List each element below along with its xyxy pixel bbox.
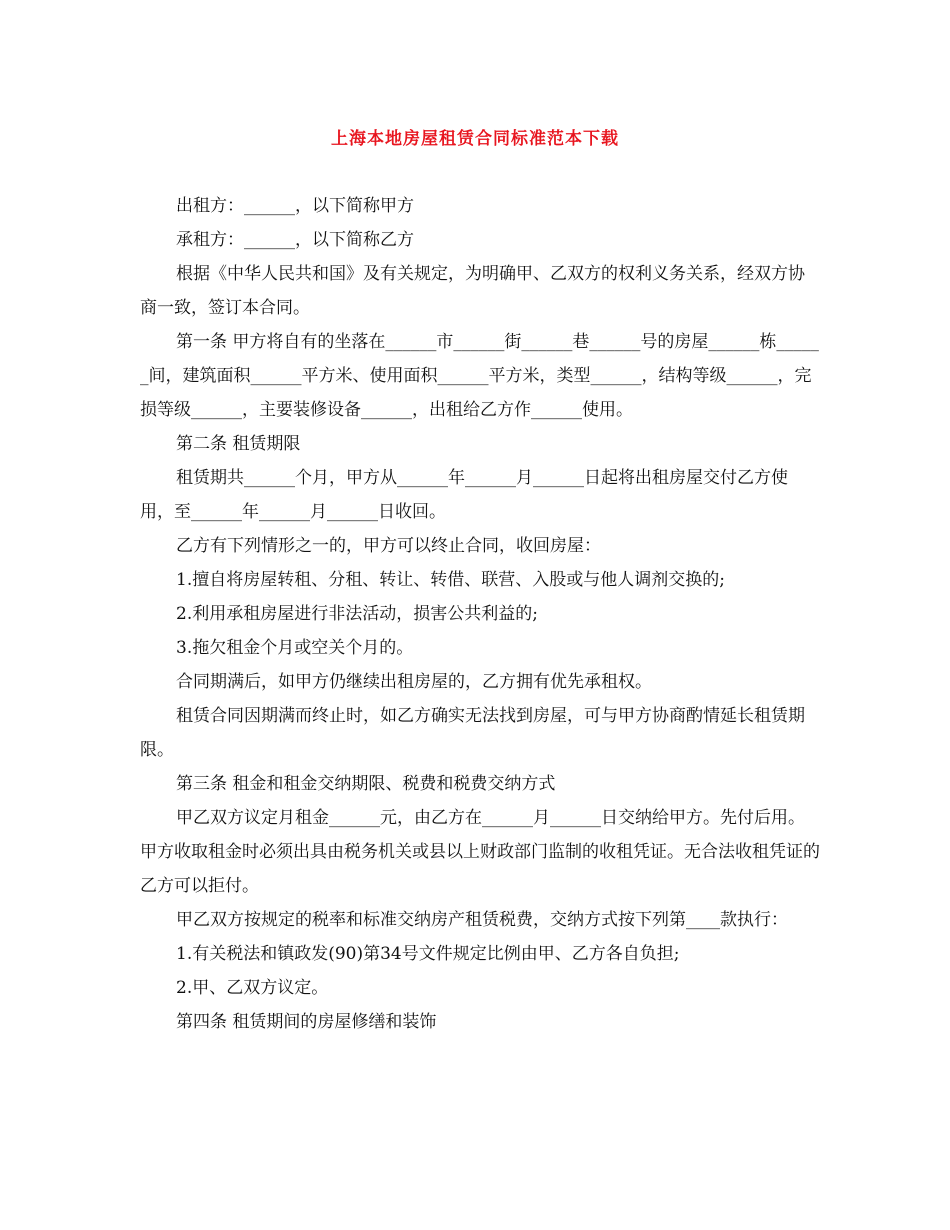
heading-article-4: 第四条 租赁期间的房屋修缮和装饰 bbox=[176, 1012, 437, 1032]
heading-article-3: 第三条 租金和租金交纳期限、税费和税费交纳方式 bbox=[176, 774, 556, 794]
paragraph-termination-intro: 乙方有下列情形之一的，甲方可以终止合同，收回房屋： bbox=[176, 536, 601, 556]
paragraph-extension: 租赁合同因期满而终止时，如乙方确实无法找到房屋，可与甲方协商酌情延长租赁期限。 bbox=[140, 706, 805, 760]
list-item-termination-2: 2.利用承租房屋进行非法活动，损害公共利益的; bbox=[176, 604, 538, 624]
paragraph-priority-right: 合同期满后，如甲方仍继续出租房屋的，乙方拥有优先承租权。 bbox=[176, 672, 652, 692]
list-item-termination-1: 1.擅自将房屋转租、分租、转让、转借、联营、入股或与他人调剂交换的; bbox=[176, 570, 725, 590]
paragraph-preamble: 根据《中华人民共和国》及有关规定，为明确甲、乙双方的权利义务关系，经双方协商一致，签订本合同。 bbox=[140, 264, 805, 318]
document-title: 上海本地房屋租赁合同标准范本下载 bbox=[331, 129, 619, 149]
paragraph-lessor: 出租方：______，以下简称甲方 bbox=[176, 196, 414, 216]
document-body bbox=[140, 189, 820, 1039]
list-item-termination-3: 3.拖欠租金个月或空关个月的。 bbox=[176, 638, 414, 658]
heading-article-2: 第二条 租赁期限 bbox=[176, 434, 301, 454]
paragraph-tax: 甲乙双方按规定的税率和标准交纳房产租赁税费，交纳方式按下列第____款执行： bbox=[176, 910, 788, 930]
paragraph-rent: 甲乙双方议定月租金______元，由乙方在______月______日交纳给甲方。先付后用。甲方收取租金时必须出具由税务机关或县以上财政部门监制的收租凭证。无合法收租凭证的乙方可以拒付。 bbox=[140, 808, 820, 896]
list-item-tax-2: 2.甲、乙双方议定。 bbox=[176, 978, 329, 998]
paragraph-lessee: 承租方：______，以下简称乙方 bbox=[176, 230, 414, 250]
paragraph-article-1: 第一条 甲方将自有的坐落在______市______街______巷______号的房屋______栋______间，建筑面积______平方米、使用面积______平方米，类型______，结构等级______，完损等级______，主要装修设备______，出租给乙方作______使用。 bbox=[140, 332, 819, 420]
paragraph-lease-term: 租赁期共______个月，甲方从______年______月______日起将出租房屋交付乙方使用，至______年______月______日收回。 bbox=[140, 468, 788, 522]
list-item-tax-1: 1.有关税法和镇政发(90)第34号文件规定比例由甲、乙方各自负担; bbox=[176, 944, 680, 964]
